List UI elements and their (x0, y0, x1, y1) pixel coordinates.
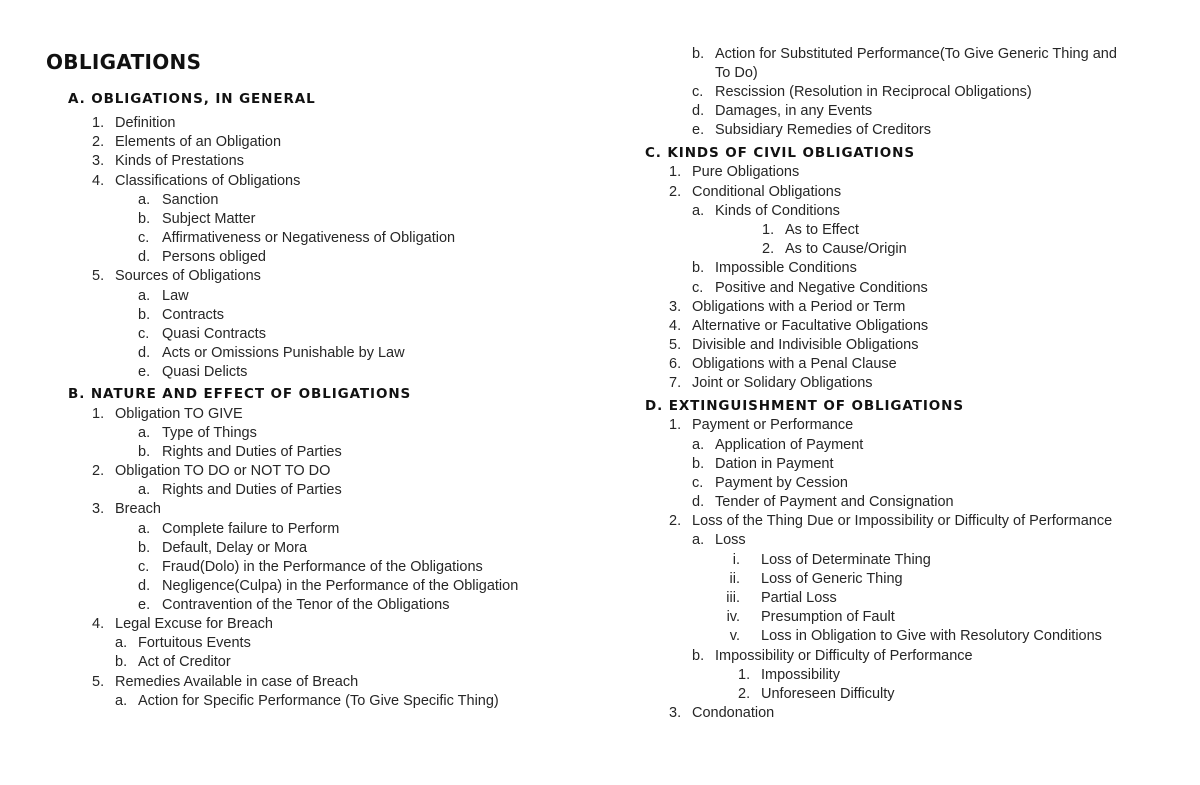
list-marker: e. (692, 122, 705, 138)
list-item: Tender of Payment and Consignation (715, 494, 954, 510)
list-marker: e. (138, 364, 151, 380)
list-item: As to Effect (785, 222, 859, 238)
list-item: Alternative or Facultative Obligations (692, 318, 929, 334)
list-marker: b. (138, 444, 151, 460)
list-item: Loss in Obligation to Give with Resolutory Conditions (761, 628, 1102, 644)
list-item: Sanction (162, 192, 219, 208)
list-item: Obligation TO DO or NOT TO DO (115, 463, 331, 479)
list-item: Kinds of Conditions (715, 203, 840, 219)
list-item: Conditional Obligations (692, 184, 842, 200)
document-title: OBLIGATIONS (46, 50, 202, 74)
list-item: Affirmativeness or Negativeness of Obligation (162, 230, 456, 246)
list-item: Fraud(Dolo) in the Performance of the Obligations (162, 559, 483, 575)
list-marker: 1. (669, 164, 682, 180)
list-item: Unforeseen Difficulty (761, 686, 895, 702)
list-marker: 2. (92, 134, 105, 150)
list-marker: iii. (726, 590, 740, 606)
section-heading: A. OBLIGATIONS, IN GENERAL (68, 91, 316, 107)
list-marker: b. (692, 260, 705, 276)
list-marker: a. (692, 437, 705, 453)
list-item: Kinds of Prestations (115, 153, 244, 169)
list-marker: 5. (92, 674, 105, 690)
list-item: Joint or Solidary Obligations (692, 375, 873, 391)
list-marker: a. (692, 203, 705, 219)
list-marker: a. (138, 288, 151, 304)
list-marker: 3. (92, 153, 105, 169)
list-marker: a. (138, 521, 151, 537)
list-item: Dation in Payment (715, 456, 834, 472)
list-marker: 7. (669, 375, 682, 391)
list-marker: d. (692, 103, 705, 119)
list-marker: 5. (92, 268, 105, 284)
list-item: Classifications of Obligations (115, 173, 301, 189)
list-item: Impossibility (761, 667, 840, 683)
list-marker: 5. (669, 337, 682, 353)
list-marker: 1. (92, 406, 105, 422)
list-item: Action for Substituted Performance(To Give Generic Thing and (715, 46, 1117, 62)
list-item: Payment by Cession (715, 475, 848, 491)
list-marker: 1. (738, 667, 751, 683)
list-item: Impossibility or Difficulty of Performance (715, 648, 973, 664)
list-item: Remedies Available in case of Breach (115, 674, 359, 690)
list-item: As to Cause/Origin (785, 241, 907, 257)
list-marker: a. (138, 192, 151, 208)
list-item: Loss of the Thing Due or Impossibility or Difficulty of Performance (692, 513, 1113, 529)
list-marker: 4. (92, 616, 105, 632)
list-marker: b. (115, 654, 128, 670)
section-heading: C. KINDS OF CIVIL OBLIGATIONS (645, 145, 915, 161)
list-marker: i. (732, 552, 740, 568)
section-heading: B. NATURE AND EFFECT OF OBLIGATIONS (68, 386, 412, 402)
list-item: Subject Matter (162, 211, 256, 227)
list-item: Rescission (Resolution in Reciprocal Obligations) (715, 84, 1032, 100)
list-item: Loss of Generic Thing (761, 571, 903, 587)
list-marker: 1. (762, 222, 775, 238)
list-marker: 1. (92, 115, 105, 131)
list-marker: c. (138, 326, 150, 342)
list-item: Divisible and Indivisible Obligations (692, 337, 919, 353)
list-marker: v. (729, 628, 740, 644)
list-item: Subsidiary Remedies of Creditors (715, 122, 931, 138)
list-marker: c. (138, 559, 150, 575)
list-marker: d. (138, 249, 151, 265)
list-item: Pure Obligations (692, 164, 800, 180)
list-item: Obligations with a Period or Term (692, 299, 906, 315)
list-item: Quasi Contracts (162, 326, 266, 342)
list-item: Persons obliged (162, 249, 266, 265)
list-item: Damages, in any Events (715, 103, 873, 119)
list-item: Legal Excuse for Breach (115, 616, 273, 632)
list-marker: a. (692, 532, 705, 548)
list-item: Default, Delay or Mora (162, 540, 308, 556)
list-item: Presumption of Fault (761, 609, 895, 625)
list-item: Loss (715, 532, 746, 548)
list-marker: 4. (92, 173, 105, 189)
list-item: Application of Payment (715, 437, 864, 453)
list-marker: d. (692, 494, 705, 510)
list-marker: c. (692, 280, 704, 296)
list-item: Quasi Delicts (162, 364, 248, 380)
list-item: Action for Specific Performance (To Give Specific Thing) (138, 693, 499, 709)
list-marker: 1. (669, 417, 682, 433)
section-heading: D. EXTINGUISHMENT OF OBLIGATIONS (645, 398, 964, 414)
list-item: Elements of an Obligation (115, 134, 282, 150)
list-marker: a. (138, 425, 151, 441)
list-item: Impossible Conditions (715, 260, 857, 276)
list-item: Loss of Determinate Thing (761, 552, 931, 568)
list-item: Condonation (692, 705, 775, 721)
list-marker: d. (138, 578, 151, 594)
list-marker: d. (138, 345, 151, 361)
list-marker: b. (692, 46, 705, 62)
list-item: Negligence(Culpa) in the Performance of the Obligation (162, 578, 519, 594)
list-marker: c. (138, 230, 150, 246)
list-item: Type of Things (162, 425, 257, 441)
list-item: Law (162, 288, 189, 304)
list-marker: b. (138, 211, 151, 227)
list-marker: 3. (669, 299, 682, 315)
list-marker: iv. (726, 609, 740, 625)
list-marker: b. (138, 307, 151, 323)
list-item: Definition (115, 115, 176, 131)
list-item: To Do) (715, 65, 758, 81)
list-marker: 2. (92, 463, 105, 479)
list-marker: 2. (762, 241, 775, 257)
list-item: Contracts (162, 307, 225, 323)
list-marker: ii. (729, 571, 740, 587)
list-marker: c. (692, 475, 704, 491)
list-marker: b. (138, 540, 151, 556)
list-marker: 3. (92, 501, 105, 517)
list-marker: 4. (669, 318, 682, 334)
list-item: Contravention of the Tenor of the Obligations (162, 597, 450, 613)
list-marker: a. (115, 635, 128, 651)
list-item: Partial Loss (761, 590, 837, 606)
list-item: Obligation TO GIVE (115, 406, 243, 422)
list-item: Acts or Omissions Punishable by Law (162, 345, 405, 361)
list-item: Positive and Negative Conditions (715, 280, 928, 296)
list-marker: 2. (669, 184, 682, 200)
list-marker: e. (138, 597, 151, 613)
list-marker: 2. (738, 686, 751, 702)
list-marker: b. (692, 456, 705, 472)
list-marker: 2. (669, 513, 682, 529)
list-marker: c. (692, 84, 704, 100)
list-item: Breach (115, 501, 161, 517)
list-item: Fortuitous Events (138, 635, 251, 651)
list-marker: b. (692, 648, 705, 664)
list-marker: 3. (669, 705, 682, 721)
list-item: Rights and Duties of Parties (162, 482, 342, 498)
list-marker: a. (138, 482, 151, 498)
list-marker: 6. (669, 356, 682, 372)
list-item: Act of Creditor (138, 654, 231, 670)
list-marker: a. (115, 693, 128, 709)
list-item: Payment or Performance (692, 417, 854, 433)
list-item: Complete failure to Perform (162, 521, 340, 537)
list-item: Rights and Duties of Parties (162, 444, 342, 460)
list-item: Sources of Obligations (115, 268, 261, 284)
list-item: Obligations with a Penal Clause (692, 356, 897, 372)
